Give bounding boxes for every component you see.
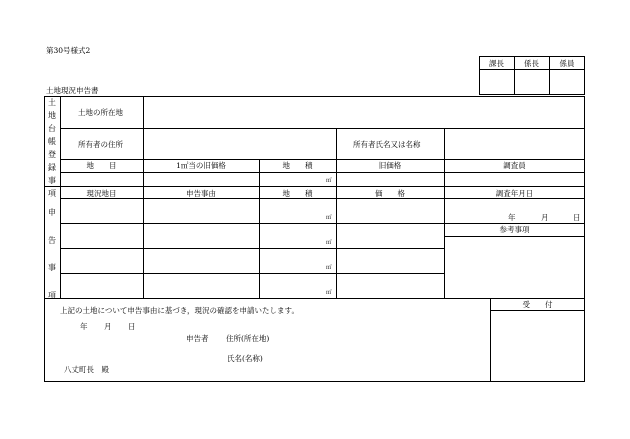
ledger-chimoku-header: 地 目 [86,161,117,170]
form-title: 土地現況申告書 [46,86,99,95]
ledger-old-price-header: 旧価格 [378,161,402,170]
owner-name-label: 所有者氏名又は名称 [353,140,421,149]
date-year-label: 年 [80,322,88,331]
approval-manager-label: 課長 [489,59,504,68]
owner-address-label: 所有者の住所 [78,140,123,149]
ledger-area-unit: ㎡ [326,178,332,184]
current-use-header: 現況地目 [86,189,117,198]
addressee: 八丈町長 殿 [64,365,109,374]
survey-date-header: 調査年月日 [495,189,534,198]
declaration-area-unit-1: ㎡ [326,215,332,221]
remarks-label: 参考事項 [499,225,530,234]
price-header: 価 格 [375,189,405,198]
approval-chief-label: 係長 [524,59,539,68]
survey-year-label: 年 [508,213,516,222]
reason-header: 申告事由 [186,189,216,198]
applicant-address-label: 住所(所在地) [226,334,270,343]
applicant-label: 申告者 [186,334,209,343]
approval-staff-label: 係員 [559,59,575,68]
date-month-label: 月 [104,322,112,331]
survey-day-label: 日 [573,213,581,222]
receipt-label: 受 付 [522,300,553,309]
declaration-area-header: 地 積 [282,189,313,198]
form-table [44,96,585,382]
declaration-statement: 上記の土地について申告事由に基づき，現況の確認を申請いたします。 [60,306,299,315]
survey-month-label: 月 [541,213,549,222]
ledger-price-per-m2-header: 1㎡当の旧価格 [176,161,226,170]
location-label: 土地の所在地 [78,108,123,117]
applicant-name-label: 氏名(名称) [227,354,263,363]
declaration-area-unit-4: ㎡ [326,290,332,296]
form-number: 第30号様式2 [46,46,91,55]
ledger-area-header: 地 積 [282,161,313,170]
declaration-area-unit-3: ㎡ [326,265,332,271]
declaration-side-label: 申 告 事 項 [48,208,56,300]
declaration-area-unit-2: ㎡ [326,240,332,246]
ledger-surveyor-header: 調査員 [503,161,526,170]
ledger-side-label: 土 地 台 帳 登 録 事 項 [48,98,56,198]
date-day-label: 日 [128,322,136,331]
